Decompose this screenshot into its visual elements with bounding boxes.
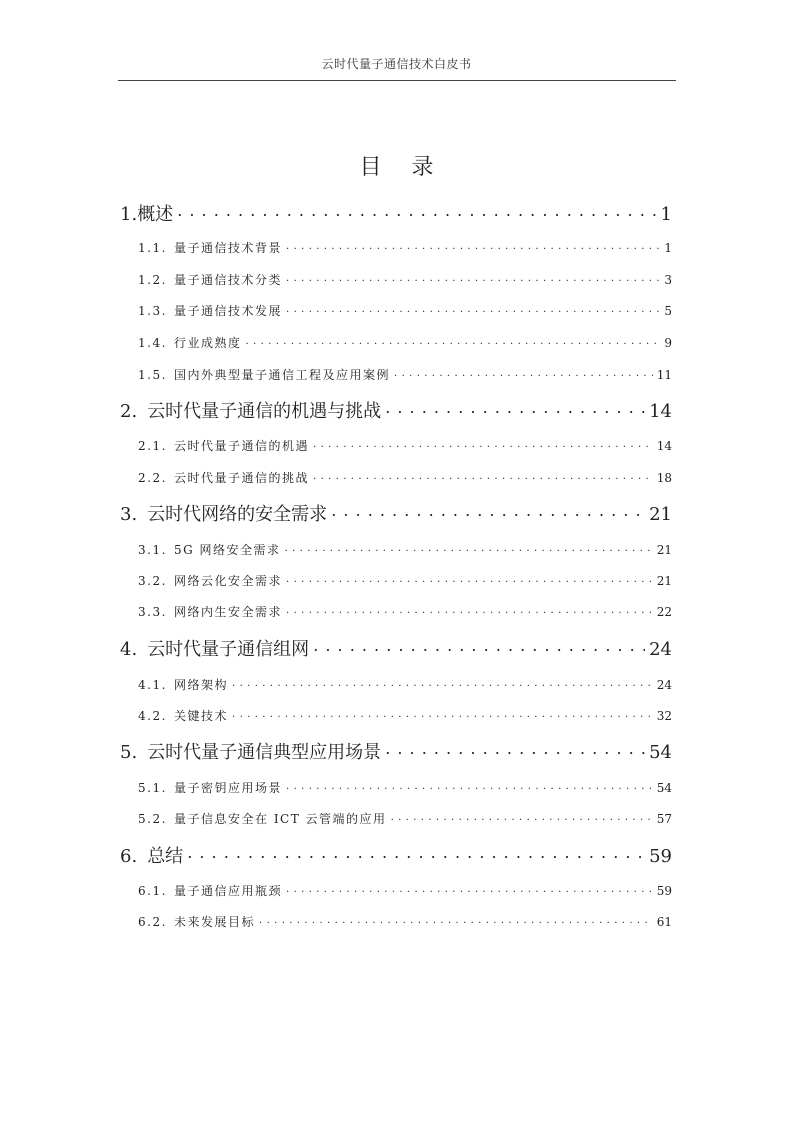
toc-entry-label: 网络内生安全需求	[174, 605, 283, 619]
dot-leader	[246, 335, 661, 347]
toc-entry-label: 未来发展目标	[174, 915, 256, 929]
toc-entry-page: 54	[649, 742, 672, 763]
toc-entry-label: 云时代量子通信的机遇	[174, 439, 310, 453]
toc-entry-number: 2.1.	[138, 439, 167, 453]
toc-entry-1[interactable]	[120, 200, 672, 226]
toc-entry-label: 网络架构	[174, 678, 229, 692]
toc-entry-number: 3.1.	[138, 543, 167, 557]
toc-entry-page: 21	[656, 574, 672, 588]
toc-entry-4-2[interactable]	[138, 707, 672, 724]
toc-entry-label: 云时代网络的安全需求	[147, 504, 328, 525]
toc-entry-label: 云时代量子通信典型应用场景	[147, 742, 382, 763]
toc-entry-page: 59	[656, 884, 672, 898]
toc-entry-label: 总结	[147, 846, 184, 867]
dot-leader	[285, 542, 653, 554]
toc-entry-page: 24	[649, 639, 672, 660]
toc-entry-number: 1.4.	[138, 336, 167, 350]
toc-entry-label: 国内外典型量子通信工程及应用案例	[174, 368, 391, 382]
toc-entry-5-1[interactable]	[138, 779, 672, 796]
toc-entry-3-2[interactable]	[138, 572, 672, 589]
toc-entry-page: 24	[656, 678, 672, 692]
toc-entry-1-4[interactable]	[138, 334, 672, 351]
dot-leader	[313, 470, 653, 482]
toc-entry-page: 57	[656, 812, 672, 826]
toc-entry-page: 1	[660, 204, 672, 225]
dot-leader	[286, 604, 653, 616]
toc-entry-number: 5.2.	[138, 812, 167, 826]
toc-entry-number: 2.2.	[138, 471, 167, 485]
dot-leader	[232, 708, 653, 720]
toc-entry-3-3[interactable]	[138, 603, 672, 620]
dot-leader	[385, 740, 645, 758]
toc-entry-number: 4.1.	[138, 678, 167, 692]
toc-entry-page: 54	[656, 781, 672, 795]
toc-entry-page: 1	[664, 241, 672, 255]
toc-entry-label: 概述	[137, 204, 174, 225]
toc-entry-3-1[interactable]	[138, 541, 672, 558]
dot-leader	[286, 303, 660, 315]
toc-entry-label: 云时代量子通信组网	[147, 639, 310, 660]
toc-entry-number: 5.	[120, 742, 138, 763]
toc-entry-label: 量子通信技术分类	[174, 273, 283, 287]
toc-title: 目录	[359, 155, 464, 180]
toc-entry-number: 3.3.	[138, 605, 167, 619]
toc-entry-5[interactable]	[120, 738, 672, 764]
dot-leader	[394, 367, 653, 379]
toc-entry-6[interactable]	[120, 842, 672, 868]
toc-entry-label: 行业成熟度	[174, 336, 242, 350]
toc-entry-number: 1.1.	[138, 241, 167, 255]
toc-entry-number: 4.2.	[138, 709, 167, 723]
toc-entry-number: 1.2.	[138, 273, 167, 287]
toc-entry-number: 3.2.	[138, 574, 167, 588]
toc-entry-page: 61	[656, 915, 672, 929]
dot-leader	[286, 272, 660, 284]
toc-entry-label: 关键技术	[174, 709, 229, 723]
dot-leader	[286, 573, 653, 585]
toc-entry-label: 量子信息安全在 ICT 云管端的应用	[174, 812, 387, 826]
toc-entry-number: 6.	[120, 846, 138, 867]
toc-entry-page: 59	[649, 846, 672, 867]
toc-entry-label: 量子通信技术发展	[174, 304, 283, 318]
toc-entry-label: 量子密钥应用场景	[174, 781, 283, 795]
toc-entry-number: 1.	[120, 204, 138, 225]
toc-entry-3[interactable]	[120, 500, 672, 526]
toc-entry-label: 量子通信应用瓶颈	[174, 884, 283, 898]
toc-entry-page: 21	[649, 504, 672, 525]
toc-entry-label: 5G 网络安全需求	[174, 543, 281, 557]
toc-entry-page: 5	[664, 304, 672, 318]
toc-entry-label: 量子通信技术背景	[174, 241, 283, 255]
toc-entry-number: 1.5.	[138, 368, 167, 382]
dot-leader	[187, 844, 645, 862]
running-header: 云时代量子通信技术白皮书	[321, 57, 472, 71]
toc-entry-4[interactable]	[120, 635, 672, 661]
toc-entry-6-2[interactable]	[138, 913, 672, 930]
toc-entry-1-3[interactable]	[138, 302, 672, 319]
dot-leader	[259, 914, 653, 926]
dot-leader	[232, 677, 653, 689]
dot-leader	[286, 780, 653, 792]
toc-entry-1-5[interactable]	[138, 366, 672, 383]
toc-entry-6-1[interactable]	[138, 882, 672, 899]
toc-entry-2-1[interactable]	[138, 437, 672, 454]
toc-entry-number: 3.	[120, 504, 138, 525]
toc-entry-label: 网络云化安全需求	[174, 574, 283, 588]
toc-entry-2-2[interactable]	[138, 469, 672, 486]
dot-leader	[286, 240, 660, 252]
toc-entry-label: 云时代量子通信的挑战	[174, 471, 310, 485]
toc-entry-label: 云时代量子通信的机遇与挑战	[147, 401, 382, 422]
toc-entry-page: 14	[649, 401, 672, 422]
toc-entry-page: 3	[664, 273, 672, 287]
toc-entry-page: 9	[664, 336, 672, 350]
dot-leader	[286, 883, 653, 895]
toc-entry-number: 4.	[120, 639, 138, 660]
toc-entry-page: 11	[656, 368, 672, 382]
toc-entry-number: 5.1.	[138, 781, 167, 795]
toc-entry-number: 6.1.	[138, 884, 167, 898]
toc-entry-5-2[interactable]	[138, 810, 672, 827]
dot-leader	[385, 399, 645, 417]
toc-entry-page: 14	[656, 439, 672, 453]
dot-leader	[313, 637, 645, 655]
toc-entry-2[interactable]	[120, 397, 672, 423]
dot-leader	[313, 438, 653, 450]
toc-entry-number: 2.	[120, 401, 138, 422]
toc-entry-1-2[interactable]	[138, 271, 672, 288]
toc-entry-number: 6.2.	[138, 915, 167, 929]
dot-leader	[331, 502, 645, 520]
toc-entry-page: 32	[656, 709, 672, 723]
toc-entry-number: 1.3.	[138, 304, 167, 318]
dot-leader	[177, 202, 656, 220]
toc-entry-page: 18	[656, 471, 672, 485]
toc-entry-1-1[interactable]	[138, 239, 672, 256]
dot-leader	[391, 811, 653, 823]
toc-entry-page: 21	[656, 543, 672, 557]
toc-entry-page: 22	[656, 605, 672, 619]
toc-entry-4-1[interactable]	[138, 676, 672, 693]
